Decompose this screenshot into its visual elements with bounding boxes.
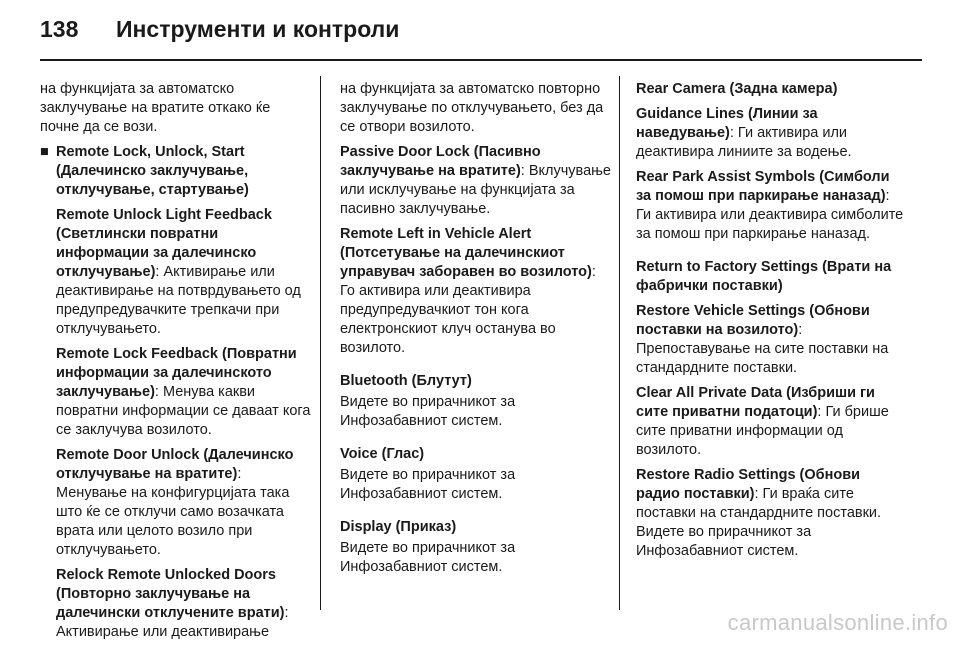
header-rule [40, 59, 922, 61]
setting-description: : Менува какви повратни информации се даваат кога се заклучува возилото. [56, 384, 311, 438]
paragraph: Видете во прирачникот за Инфозабавниот систем. [340, 540, 516, 575]
setting-description: : Вклучување или исклучување на функцијата за пасивно заклучување. [340, 163, 611, 217]
section-heading: Rear Camera (Задна камера) [636, 81, 838, 97]
section-heading: Remote Lock, Unlock, Start (Далечинско заклучување, отклучување, стартување) [56, 144, 249, 198]
setting-entry [636, 302, 906, 378]
page-header [0, 0, 960, 62]
setting-description: : Менување на конфигурцијата така што ќе се отклучи само возачката врата или целото возило при отклучувањето. [56, 466, 290, 558]
setting-term: Relock Remote Unlocked Doors (Повторно заклучување на далечински отклучените врати) [56, 567, 285, 621]
section-heading: Voice (Глас) [340, 446, 425, 462]
setting-term: Remote Left in Vehicle Alert (Потсетување на далечинскиот управувач заборавен во возилото) [340, 226, 592, 280]
setting-term: Rear Park Assist Symbols (Симболи за помош при паркирање наназад) [636, 169, 890, 204]
setting-description: : Препоставување на сите поставки на стандардните поставки. [636, 322, 889, 376]
paragraph: Видете во прирачникот за Инфозабавниот систем. [340, 394, 516, 429]
setting-entry [636, 168, 906, 244]
paragraph: на функцијата за автоматско повторно заклучување по отклучувањето, без да се отвори возилото. [340, 81, 604, 135]
setting-description: : Ги активира или деактивира линиите за водење. [636, 125, 852, 160]
setting-term: Restore Vehicle Settings (Обнови поставки на возилото) [636, 303, 870, 338]
paragraph: на функцијата за автоматско заклучување на вратите откако ќе почне да се вози. [40, 81, 271, 135]
column-1 [40, 80, 312, 648]
setting-entry [340, 143, 612, 219]
section-heading: Bluetooth (Блутут) [340, 373, 472, 389]
page-number: 138 [40, 16, 79, 42]
setting-description: : Активирање или деактивирање на потврдувањето од предупредувачките трепкачи при отклучувањето. [56, 264, 301, 337]
setting-term: Passive Door Lock (Пасивно заклучување на вратите) [340, 144, 541, 179]
setting-term: Remote Door Unlock (Далечинско отклучување на вратите) [56, 447, 294, 482]
setting-entry [340, 225, 612, 358]
setting-term: Guidance Lines (Линии за наведување) [636, 106, 818, 141]
setting-term: Clear All Private Data (Избриши ги сите приватни податоци) [636, 385, 875, 420]
setting-entry [636, 466, 906, 561]
setting-entry [56, 345, 312, 440]
setting-description: : Активирање или деактивирање [56, 605, 289, 640]
setting-term: Remote Lock Feedback (Повратни информации за далечинското заклучување) [56, 346, 297, 400]
paragraph: Видете во прирачникот за Инфозабавниот систем. [340, 467, 516, 502]
setting-entry [56, 566, 312, 642]
bullet-square-icon: ■ [40, 144, 49, 160]
watermark: carmanualsonline.info [727, 610, 948, 635]
section-heading: Display (Приказ) [340, 519, 457, 535]
section-heading: Return to Factory Settings (Врати на фабрички поставки) [636, 259, 892, 294]
setting-description: : Ги активира или деактивира симболите за помош при паркирање наназад. [636, 188, 904, 242]
setting-description: : Ги враќа сите поставки на стандардните поставки. Видете во прирачникот за Инфозабавниот систем. [636, 486, 882, 559]
setting-entry [56, 206, 312, 339]
setting-term: Remote Unlock Light Feedback (Светлински повратни информации за далечинско отклучување) [56, 207, 272, 280]
column-divider [619, 76, 620, 610]
setting-entry [636, 105, 906, 162]
column-3 [636, 80, 906, 567]
setting-description: : Го активира или деактивира предупредувачкиот тон кога електронскиот клуч останува во возилото. [340, 264, 596, 356]
setting-entry [636, 384, 906, 460]
setting-term: Restore Radio Settings (Обнови радио поставки) [636, 467, 861, 502]
setting-description: : Ги брише сите приватни информации од возилото. [636, 404, 889, 458]
column-2 [340, 80, 612, 583]
column-divider [320, 76, 321, 610]
page-title: Инструменти и контроли [116, 16, 400, 42]
setting-entry [56, 446, 312, 560]
bullet-item [40, 143, 312, 648]
